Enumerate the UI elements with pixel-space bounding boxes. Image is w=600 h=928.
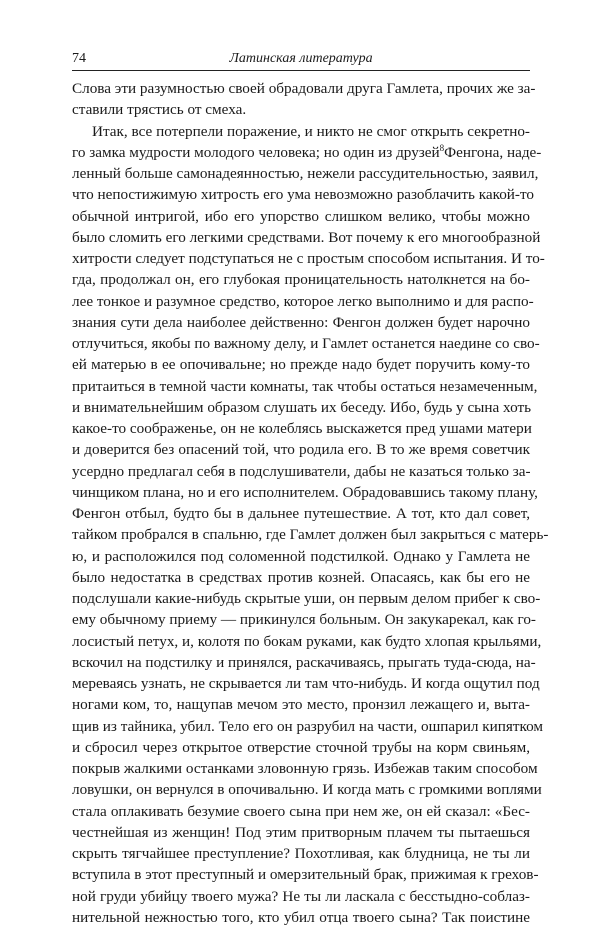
- text-line: было недостатка в средствах против козней. Опасаясь, как бы его не: [72, 568, 530, 586]
- text-line: и внимательнейшим образом слушать их беседу. Ибо, будь у сына хоть: [72, 398, 532, 416]
- text-line: хитрости следует подступаться не с простым способом испытания. И то-: [72, 250, 545, 267]
- text-line: ю, и расположился под соломенной подстилкой. Однако у Гамлета не: [72, 547, 530, 565]
- text-line: ной груди убийцу твоего мужа? Не ты ли ласкала с бесстыдно-соблаз-: [72, 887, 530, 905]
- text-line: скрыть тягчайшее преступление? Похотливая, как блудница, не ты ли: [72, 845, 530, 862]
- text-line: Фенгон отбыл, будто бы в дальнее путешествие. А тот, кто дал совет,: [72, 505, 530, 522]
- text-fragment: го замка мудрости молодого человека; но один из друзей: [72, 143, 440, 161]
- text-line: стала оплакивать безумие своего сына при нем же, он ей сказал: «Бес-: [72, 802, 530, 820]
- text-line: подслушали какие-нибудь скрытые уши, он первым делом прибег к сво-: [72, 590, 541, 607]
- text-line: отлучиться, якобы по важному делу, и Гамлет останется наедине со сво-: [72, 335, 540, 352]
- text-line-with-footnote: [72, 142, 542, 163]
- text-line: ловушки, он вернулся в опочивальню. И когда мать с громкими воплями: [72, 781, 542, 799]
- text-line: ленный больше самонадеянностью, нежели рассудительностью, заявил,: [72, 165, 539, 182]
- text-line: и доверится без опасений той, что родила его. В то же время советчик: [72, 441, 530, 459]
- body-text: [72, 78, 549, 928]
- text-line: ставили трястись от смеха.: [72, 101, 247, 119]
- text-line: что непостижимую хитрость его ума невозможно разоблачить какой-то: [72, 186, 535, 204]
- text-line: вступила в этот преступный и омерзительный брак, прижимая к грехов-: [72, 866, 539, 884]
- text-line: ему обычному приему — прикинулся больным. Он закукарекал, как го-: [72, 611, 536, 629]
- text-line: и сбросил через открытое отверстие сточной трубы на корм свиньям,: [72, 738, 530, 756]
- running-head: [72, 48, 530, 68]
- text-line: ногами ком, то, нащупав мечом это место, пронзил лежащего и, выта-: [72, 696, 530, 714]
- text-line: знания сути дела наиболее действенно: Фенгон должен будет нарочно: [72, 313, 530, 331]
- text-line: щив из тайника, убил. Тело его он разрубил на части, ошпарил кипятком: [72, 717, 544, 735]
- text-line: честнейшая из женщин! Под этим притворным плачем ты пытаешься: [72, 823, 530, 841]
- running-title: Латинская литература: [229, 51, 373, 66]
- text-line: мереваясь узнать, не скрывается ли там что-нибудь. И когда ощутил под: [72, 675, 540, 692]
- text-line: притаиться в темной части комнаты, так чтобы остаться незамеченным,: [72, 377, 538, 395]
- text-line: Итак, все потерпели поражение, и никто не смог открыть секретно-: [92, 122, 530, 140]
- text-line: усердно предлагал себя в подслушиватели, дабы не казаться только за-: [72, 462, 531, 480]
- header-rule: [72, 70, 530, 71]
- text-line: ей матерью в ее опочивальне; но прежде надо будет поручить кому-то: [72, 356, 530, 374]
- text-line: Слова эти разумностью своей обрадовали друга Гамлета, прочих же за-: [72, 80, 536, 97]
- page-number: 74: [72, 51, 86, 66]
- text-fragment: Фенгона, наде-: [444, 143, 542, 161]
- text-line: лосистый петух, и, колотя по бокам руками, как будто хлопая крыльями,: [72, 632, 542, 650]
- text-line: вскочил на подстилку и принялся, раскачиваясь, прыгать туда-сюда, на-: [72, 653, 536, 671]
- text-line: было сломить его легкими средствами. Вот почему к его многообразной: [72, 228, 541, 246]
- text-line: какое-то соображенье, он не колеблясь выскажется пред ушами матери: [72, 420, 532, 437]
- text-line: тайком пробрался в спальню, где Гамлет должен был закрыться с матерь-: [72, 526, 549, 544]
- text-line: покрыв жалкими останками зловонную грязь. Избежав таким способом: [72, 760, 538, 777]
- text-line: чинщиком плана, но и его исполнителем. Обрадовавшись такому плану,: [72, 483, 538, 501]
- text-line: обычной интригой, ибо его упорство слишком велико, чтобы можно: [72, 207, 530, 225]
- text-line: гда, продолжал он, его глубокая проницательность натолкнется на бо-: [72, 271, 530, 289]
- text-line: лее тонкое и разумное средство, которое легко выполнимо и для распо-: [72, 292, 534, 310]
- text-line: нительной нежностью того, кто убил отца твоего сына? Так поистине: [72, 908, 530, 926]
- footnote-mark[interactable]: 8: [439, 142, 445, 153]
